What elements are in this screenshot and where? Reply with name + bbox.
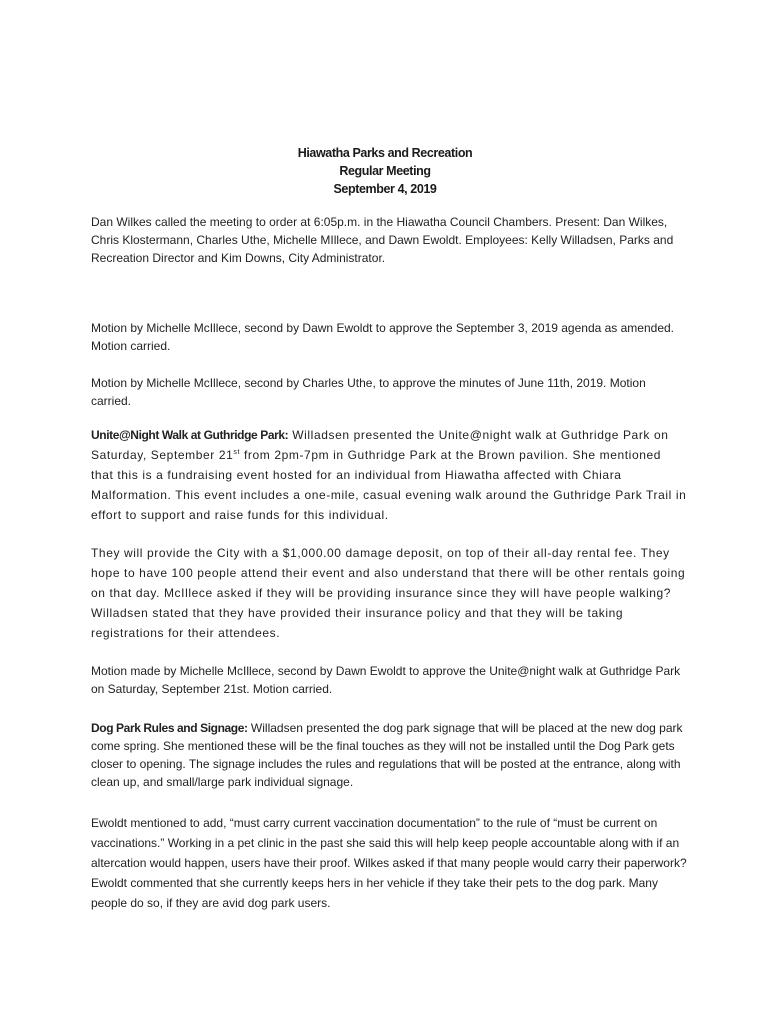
- header-org-title: Hiawatha Parks and Recreation: [297, 146, 473, 160]
- dog-park-body: Willadsen presented the dog park signage that will be placed at the new dog park come spring. She mentioned these will be the final touches as they will not be installed until the Dog Park gets closer to opening. The signage includes the rules and regulations that will be posted at the entrance, along with clean up, and small/large park individual signage.: [91, 721, 683, 789]
- damage-deposit-paragraph: They will provide the City with a $1,000.00 damage deposit, on top of their all-day rental fee. They hope to have 100 people attend their event and also understand that there will be other rentals going on that day. McIllece asked if they will be providing insurance since they will have people walking? Willadsen stated that they have provided their insurance policy and that they will be taking registrations for their attendees.: [91, 546, 686, 640]
- motion-unite-paragraph: Motion made by Michelle McIllece, second by Dawn Ewoldt to approve the Unite@night walk at Guthridge Park on Saturday, September 21st. Motion carried.: [91, 664, 681, 696]
- motion-agenda-paragraph: Motion by Michelle McIllece, second by Dawn Ewoldt to approve the September 3, 2019 agenda as amended. Motion carried.: [91, 321, 675, 353]
- header-meeting-type: Regular Meeting: [339, 164, 431, 178]
- unite-night-paragraph: [91, 425, 687, 525]
- motion-minutes-paragraph: Motion by Michelle McIllece, second by Charles Uthe, to approve the minutes of June 11th, 2019. Motion carried.: [91, 376, 646, 408]
- document-header: [0, 144, 770, 198]
- call-to-order-paragraph: Dan Wilkes called the meeting to order at 6:05p.m. in the Hiawatha Council Chambers. Present: Dan Wilkes, Chris Klostermann, Charles Uthe, Michelle MIllece, and Dawn Ewoldt. Employees: Kelly Willadsen, Parks and Recreation Director and Kim Downs, City Administrator.: [91, 215, 674, 265]
- ewoldt-paragraph: Ewoldt mentioned to add, “must carry current vaccination documentation” to the rule of “must be current on vaccinations.” Working in a pet clinic in the past she said this will help keep people accountable along with if an altercation would happen, users have their proof. Wilkes asked if that many people would carry their paperwork? Ewoldt commented that she currently keeps hers in her vehicle if they take their pets to the dog park. Many people do so, if they are avid dog park users.: [91, 816, 687, 910]
- unite-night-body-b: from 2pm-7pm in Guthridge Park at the Brown pavilion. She mentioned that this is a fundraising event hosted for an individual from Hiawatha affected with Chiara Malformation. This event includes a one-mile, casual evening walk around the Guthridge Park Trail in effort to support and raise funds for this individual.: [91, 448, 687, 522]
- unite-night-heading: Unite@Night Walk at Guthridge Park:: [91, 428, 289, 442]
- dog-park-heading: Dog Park Rules and Signage:: [91, 721, 248, 735]
- unite-night-body-a: Willadsen presented the Unite@night walk at Guthridge Park on Saturday, September 21: [91, 428, 669, 462]
- ordinal-suffix: st: [233, 449, 241, 456]
- dog-park-paragraph: [91, 719, 687, 791]
- header-meeting-date: September 4, 2019: [333, 182, 437, 196]
